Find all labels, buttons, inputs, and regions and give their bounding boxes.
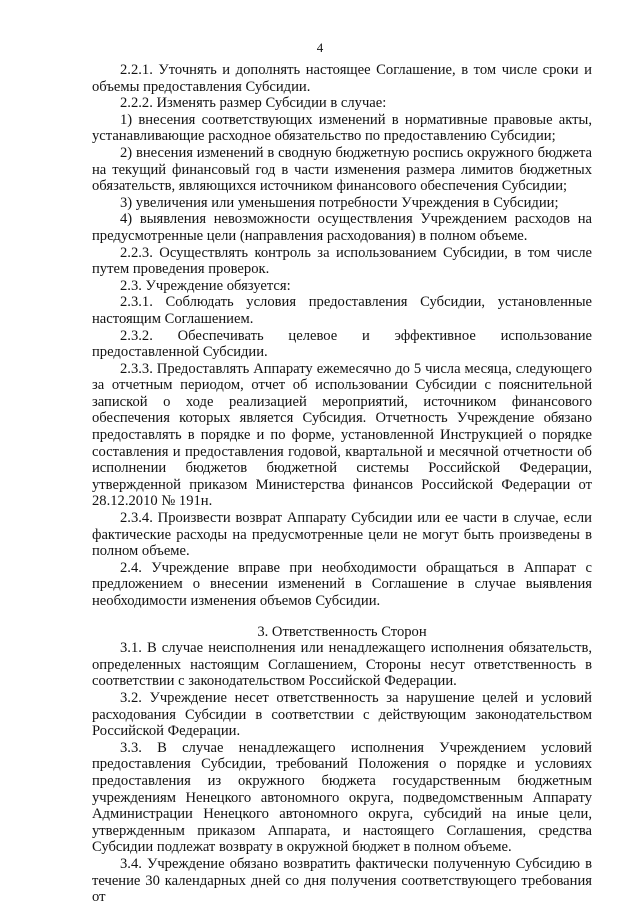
paragraph-2-2-3: 2.2.3. Осуществлять контроль за использованием Субсидии, в том числе путем проведения проверок. [92,244,592,278]
paragraph-3-2: 3.2. Учреждение несет ответственность за нарушение целей и условий расходования Субсидии в соответствии с действующим законодательством Российской Федерации. [92,689,592,740]
paragraph-2-2-1: 2.2.1. Уточнять и дополнять настоящее Соглашение, в том числе сроки и объемы предоставления Субсидии. [92,62,592,95]
paragraph-3-1: 3.1. В случае неисполнения или ненадлежащего исполнения обязательств, определенных настоящим Соглашением, Стороны несут ответственность в соответствии с законодательством Российской Федерации. [92,640,592,690]
paragraph-2-4: 2.4. Учреждение вправе при необходимости обращаться в Аппарат с предложением о внесении изменений в Соглашение в случае выявления необходимости изменения объемов Субсидии. [92,559,592,609]
paragraph-2-2-2: 2.2.2. Изменять размер Субсидии в случае: [120,95,387,112]
list-item-4: 4) выявления невозможности осуществления Учреждением расходов на предусмотренные цели (направления расходования) в полном объеме. [92,211,592,244]
paragraph-2-3: 2.3. Учреждение обязуется: [120,277,291,294]
paragraph-2-3-2: 2.3.2. Обеспечивать целевое и эффективное использование предоставленной Субсидии. [92,327,592,361]
list-item-2: 2) внесения изменений в сводную бюджетную роспись окружного бюджета на текущий финансовый год в части изменения размера лимитов бюджетных обязательств, являющихся источником финансового обеспечения Субсидии; [92,144,592,195]
paragraph-3-3: 3.3. В случае ненадлежащего исполнения Учреждением условий предоставления Субсидии, требований Положения о порядке и условиях предоставления из окружного бюджета государственным бюджетным учреждениям Ненецкого автономного округа, подведомственным Аппарату Администрации Ненецкого автономного округа, субсидий на иные цели, утвержденным приказом Аппарата, и настоящего Соглашения, средства Субсидии подлежат возврату в окружной бюджет в полном объеме. [92,739,592,856]
section-heading: 3. Ответственность Сторон [257,623,427,640]
paragraph-2-3-4: 2.3.4. Произвести возврат Аппарату Субсидии или ее части в случае, если фактические расходы на предусмотренные цели не могут быть произведены в полном объеме. [92,510,592,560]
paragraph-3-4: 3.4. Учреждение обязано возвратить фактически полученную Субсидию в течение 30 календарных дней со дня получения соответствующего требования от [92,855,592,906]
page-number: 4 [316,40,324,55]
list-item-1: 1) внесения соответствующих изменений в нормативные правовые акты, устанавливающие расходное обязательство по предоставлению Субсидии; [92,111,592,145]
paragraph-2-3-3: 2.3.3. Предоставлять Аппарату ежемесячно до 5 числа месяца, следующего за отчетным периодом, отчет об использовании Субсидии с пояснительной запиской о ходе реализацией мероприятий, источником финансового обеспечения которых является Субсидия. Отчетность Учреждение обязано предоставлять в порядке и по форме, установленной Инструкцией о порядке составления и предоставления годовой, квартальной и месячной отчетности об исполнении бюджетов бюджетной системы Российской Федерации, утвержденной приказом Министерства финансов Российской Федерации от 28.12.2010 № 191н. [92,360,592,510]
list-item-3: 3) увеличения или уменьшения потребности Учреждения в Субсидии; [120,194,559,211]
document-body [92,62,592,906]
paragraph-2-3-1: 2.3.1. Соблюдать условия предоставления Субсидии, установленные настоящим Соглашением. [92,294,592,327]
